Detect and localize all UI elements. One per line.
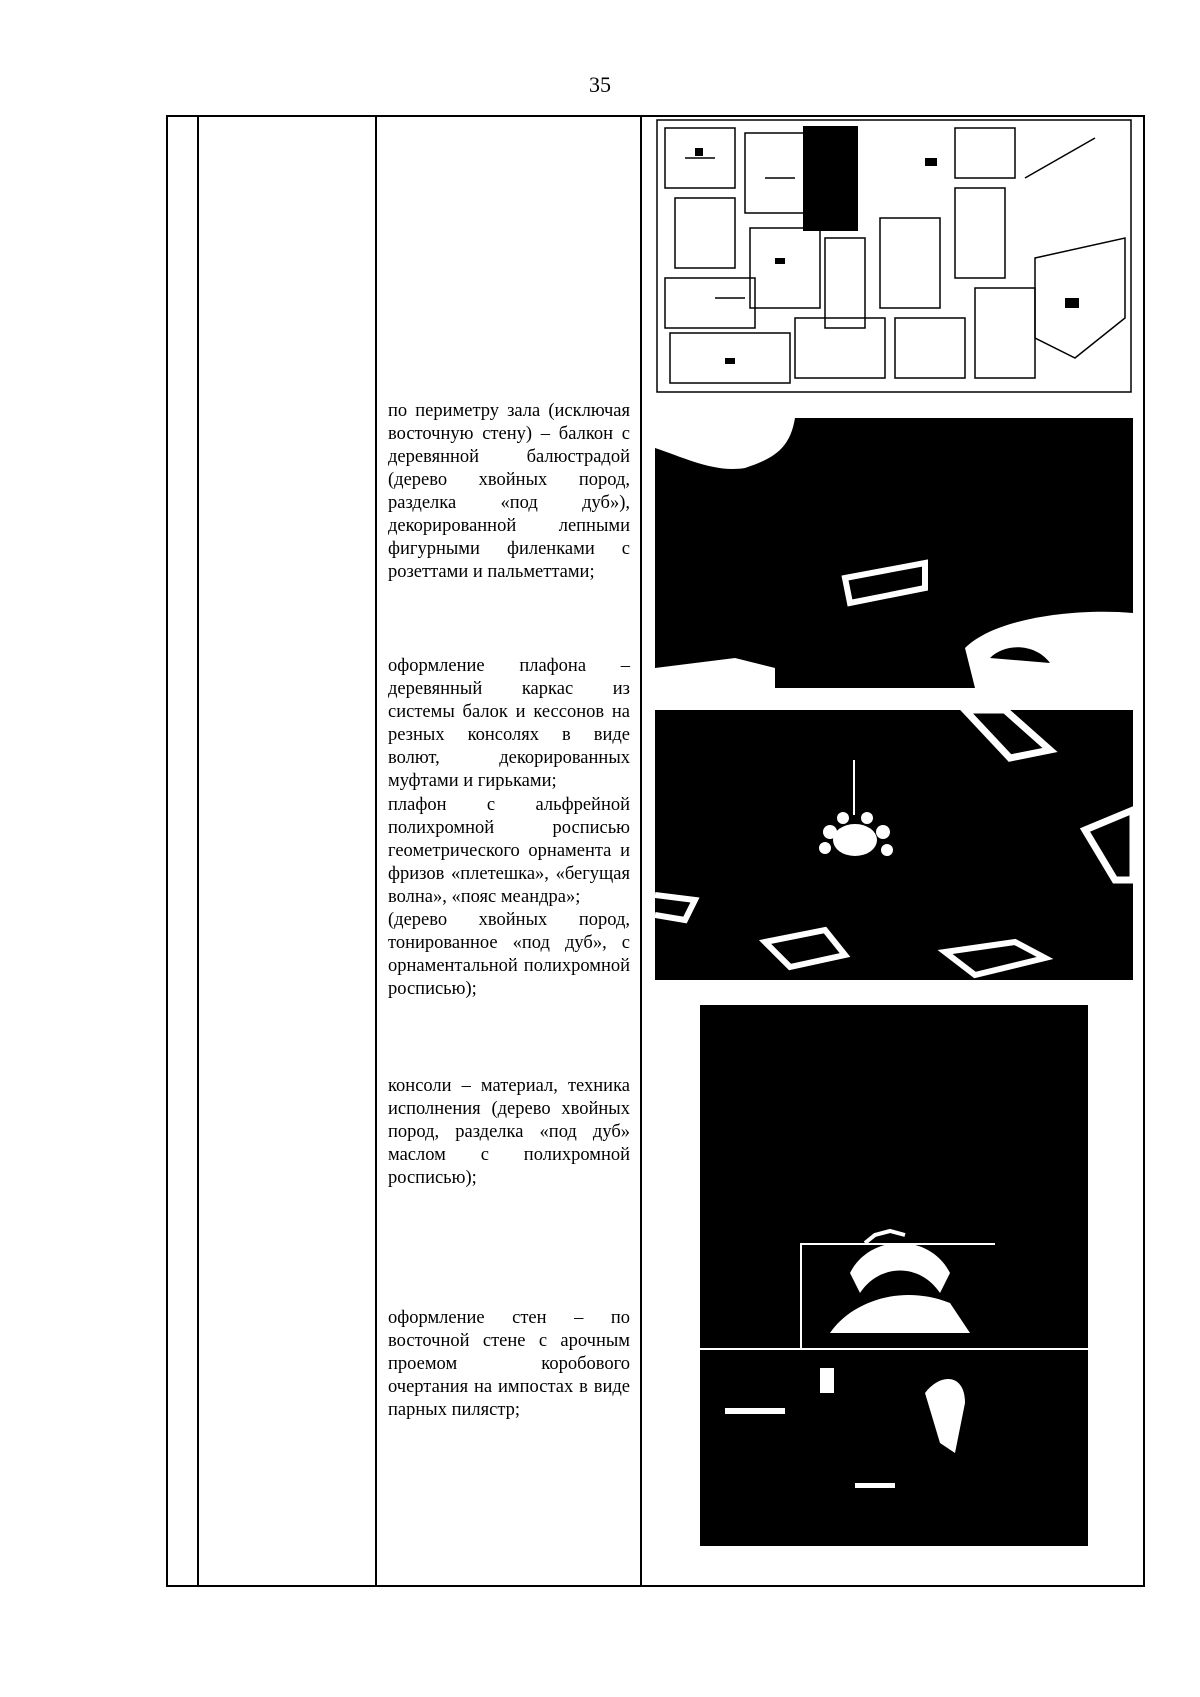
paragraph-ceiling-material: (дерево хвойных пород, тонированное «под дуб», с орнаментальной полихромной росписью); [388,910,630,999]
ceiling-photo [655,710,1133,980]
column-divider-3 [640,115,642,1587]
balcony-photo [655,418,1133,688]
column-divider-1 [197,115,199,1587]
page-number: 35 [589,72,611,97]
site-plan-image [655,118,1133,394]
paragraph-consoles: консоли – материал, техника исполнения (дерево хвойных пород, разделка «под дуб» маслом с полихромной росписью); [388,1076,630,1188]
arch-wall-photo [700,1003,1088,1546]
paragraph-balcony: по периметру зала (исключая восточную стену) – балкон с деревянной балюстрадой (дерево хвойных пород, разделка «под дуб»), декорированной лепными фигурными филенками с розеттами и пальметтами; [388,401,630,582]
paragraph-walls: оформление стен – по восточной стене с арочным проемом коробового очертания на импостах в виде парных пилястр; [388,1308,630,1420]
paragraph-ceiling-frame: оформление плафона – деревянный каркас из системы балок и кессонов на резных консолях в виде волют, декорированных муфтами и гирьками; [388,656,630,791]
paragraph-ceiling-painting: плафон с альфрейной полихромной росписью геометрического орнамента и фризов «плетешка», «бегущая волна», «пояс меандра»; [388,795,630,907]
column-divider-2 [375,115,377,1587]
